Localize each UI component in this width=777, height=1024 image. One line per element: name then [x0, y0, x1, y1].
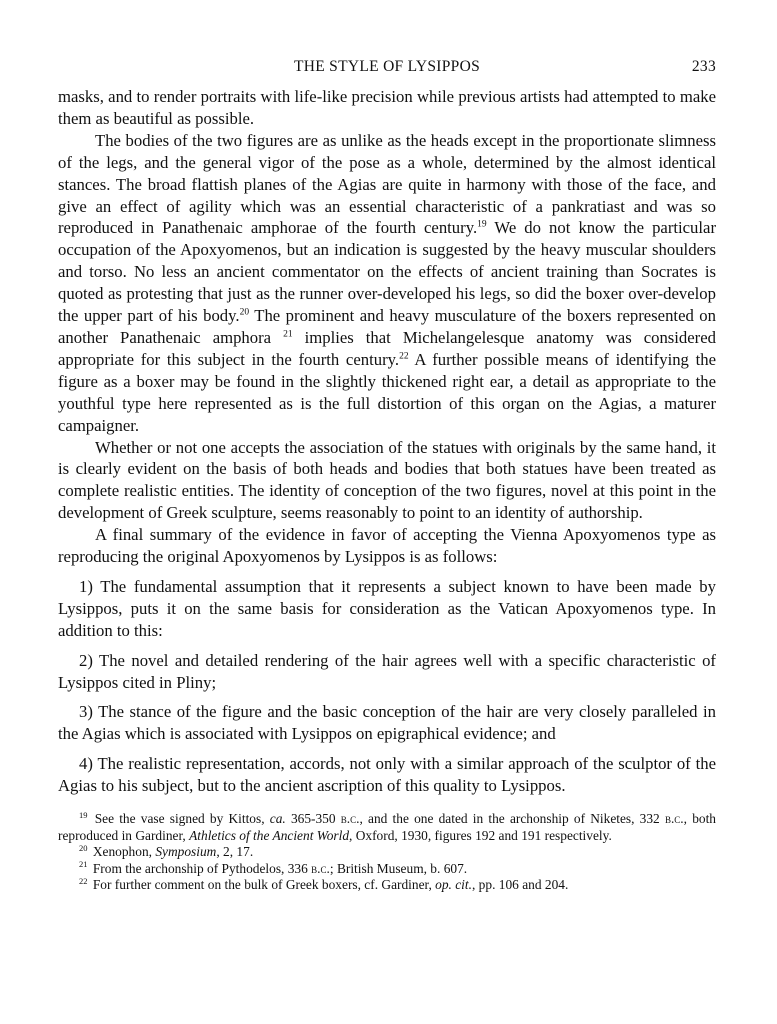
text-run: We do not know the particular occupation of the Apoxyomenos, but an indication is suggested by the heavy muscular shoulders and torso. No less an ancient commentator on the effects of ancient training than Socrates is quoted as protesting that just as the runner over-developed his legs, so did the boxer over-develop the upper part of his body. — [58, 218, 716, 326]
running-title: THE STYLE OF LYSIPPOS — [293, 58, 481, 75]
text-run: , 2, 17. — [216, 844, 254, 860]
footnote-reference: 20 — [239, 307, 250, 318]
italic-text: Symposium — [155, 844, 217, 860]
italic-text: ca. — [269, 811, 286, 827]
small-caps-text: b.c. — [311, 860, 330, 876]
body-text — [58, 86, 716, 797]
text-run: 2) The novel and detailed rendering of the hair agrees well with a specific characteristic of Lysippos cited in Pliny; — [58, 650, 716, 692]
footnote-reference: 19 — [477, 219, 487, 230]
italic-text: op. cit. — [435, 877, 472, 893]
paragraph — [58, 130, 716, 437]
text-run: , and the one dated in the archonship of Niketes, 332 — [359, 811, 665, 827]
footnote — [58, 811, 716, 844]
text-run: Xenophon, — [89, 844, 156, 860]
running-head — [58, 58, 716, 86]
footnote-number: 19 — [79, 809, 88, 820]
text-run: For further comment on the bulk of Greek boxers, cf. Gardiner, — [89, 877, 436, 893]
book-page — [58, 58, 716, 894]
evidence-list-item — [58, 650, 716, 694]
footnote-number: 21 — [79, 859, 88, 870]
text-run: The bodies of the two figures are as unlike as the heads except in the proportionate slimness of the legs, and the general vigor of the pose as a whole, determined by the almost identical stances. The broad flattish planes of the Agias are quite in harmony with those of the face, and give an effect of agility which was an essential characteristic of a pankratiast and was so reproduced in Panathenaic amphorae of the fourth century. — [58, 130, 716, 238]
evidence-list-item — [58, 701, 716, 745]
footnote — [58, 877, 716, 894]
footnote — [58, 861, 716, 878]
evidence-list-item — [58, 576, 716, 642]
footnote-number: 20 — [79, 842, 88, 853]
text-run: 1) The fundamental assumption that it represents a subject known to have been made by Lysippos, puts it on the same basis for consideration as the Vatican Apoxyomenos type. In addition to this: — [58, 576, 716, 640]
footnotes — [58, 811, 716, 894]
text-run: The prominent and heavy musculature of the boxers represented on another Panathenaic amphora — [58, 306, 716, 347]
text-run: , pp. 106 and 204. — [471, 877, 569, 893]
paragraph — [58, 86, 716, 130]
text-run: Whether or not one accepts the association of the statues with originals by the same hand, it is clearly evident on the basis of both heads and bodies that both statues have been treated as complete realistic entities. The identity of conception of the two figures, novel at this point in the development of Greek sculpture, seems reasonably to point to an identity of authorship. — [58, 437, 716, 523]
paragraph — [58, 524, 716, 568]
footnote-reference: 22 — [399, 351, 409, 362]
footnote-reference: 21 — [283, 329, 293, 340]
text-run: masks, and to render portraits with life-like precision while previous artists had attempted to make them as beautiful as possible. — [58, 87, 716, 128]
text-run: See the vase signed by Kittos, — [89, 811, 270, 827]
paragraph — [58, 437, 716, 525]
text-run: 365-350 — [285, 811, 341, 827]
footnote-number: 22 — [79, 875, 88, 886]
evidence-list-item — [58, 753, 716, 797]
text-run: implies that Michelangelesque anatomy was considered appropriate for this subject in the fourth century. — [58, 327, 716, 369]
text-run: From the archonship of Pythodelos, 336 — [89, 860, 312, 876]
footnote — [58, 844, 716, 861]
small-caps-text: b.c. — [664, 811, 684, 827]
small-caps-text: b.c. — [340, 811, 360, 827]
page-number: 233 — [691, 58, 716, 75]
text-run: A final summary of the evidence in favor of accepting the Vienna Apoxyomenos type as reproducing the original Apoxyomenos by Lysippos is as follows: — [58, 525, 716, 567]
text-run: A further possible means of identifying the figure as a boxer may be found in the slightly thickened right ear, a detail as appropriate to the youthful type here represented as is the full distortion of this organ on the Agias, a maturer campaigner. — [58, 349, 716, 435]
text-run: 4) The realistic representation, accords, not only with a similar approach of the sculptor of the Agias to his subject, but to the ancient ascription of this quality to Lysippos. — [58, 754, 716, 796]
italic-text: Athletics of the Ancient World — [189, 827, 350, 843]
text-run: , Oxford, 1930, figures 192 and 191 respectively. — [349, 827, 612, 843]
text-run: ; British Museum, b. 607. — [329, 860, 468, 876]
text-run: , both reproduced in Gardiner, — [58, 811, 716, 843]
text-run: 3) The stance of the figure and the basic conception of the hair are very closely paralleled in the Agias which is associated with Lysippos on epigraphical evidence; and — [58, 702, 716, 744]
